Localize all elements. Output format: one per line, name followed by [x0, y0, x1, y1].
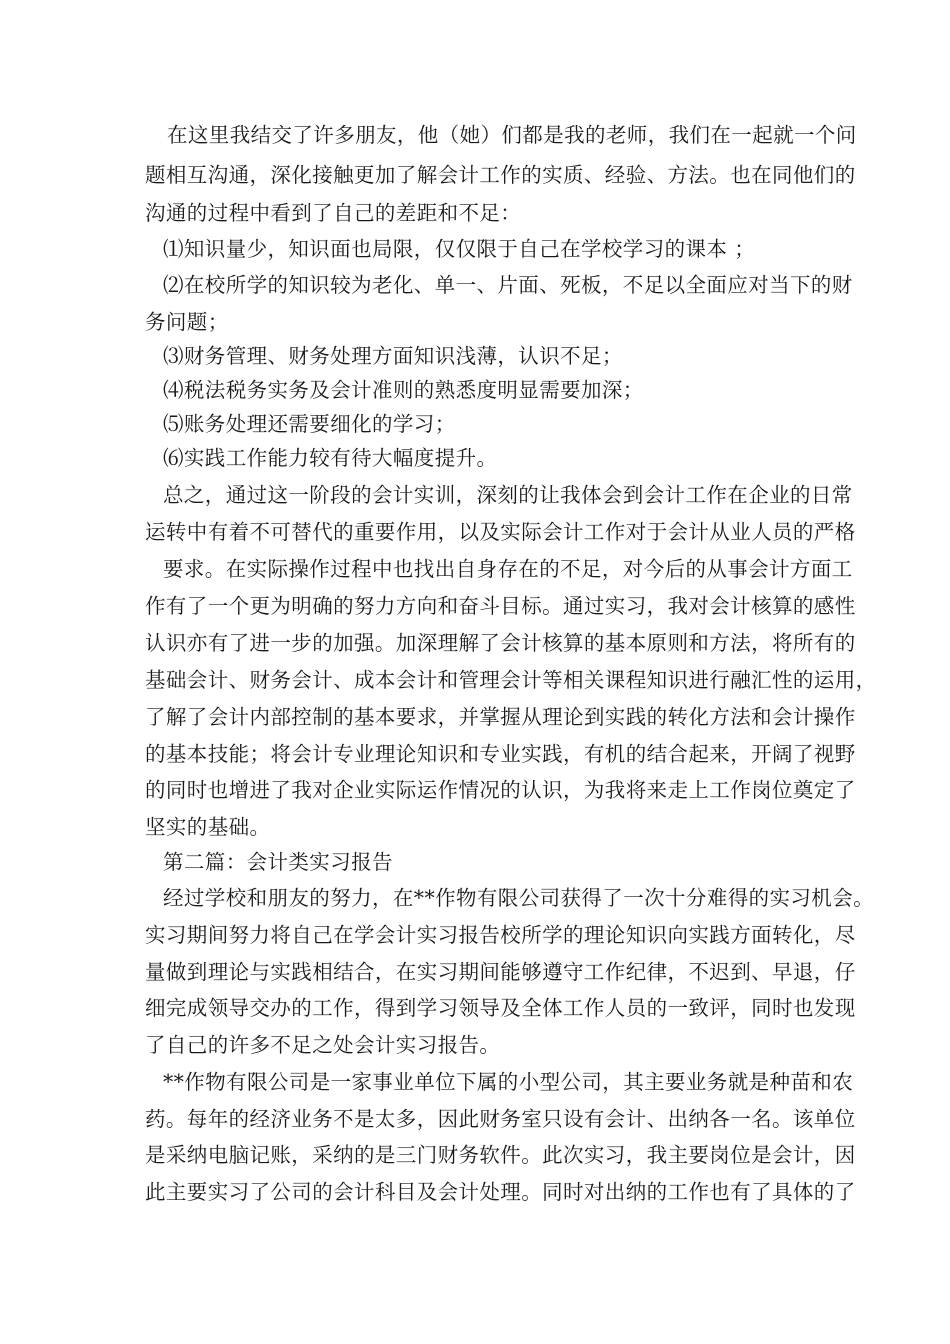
text-line: 总之，通过这一阶段的会计实训，深刻的让我体会到会计工作在企业的日常 [163, 483, 853, 507]
text-line: **作物有限公司是一家事业单位下属的小型公司，其主要业务就是种苗和农 [163, 1070, 854, 1094]
text-line: 是采纳电脑记账，采纳的是三门财务软件。此次实习，我主要岗位是会计，因 [145, 1143, 856, 1167]
text-line: 认识亦有了进一步的加强。加深理解了会计核算的基本原则和方法，将所有的 [145, 631, 856, 655]
list-item: ⑷税法税务实务及会计准则的熟悉度明显需要加深； [163, 378, 644, 402]
text-line: 了自己的许多不足之处会计实习报告。 [145, 1033, 501, 1057]
text-line: 基础会计、财务会计、成本会计和管理会计等相关课程知识进行融汇性的运用， [145, 668, 877, 692]
list-item: ⑹实践工作能力较有待大幅度提升。 [163, 446, 498, 470]
text-line: 经过学校和朋友的努力，在**作物有限公司获得了一次十分难得的实习机会。 [163, 886, 874, 910]
text-line: 在这里我结交了许多朋友，他（她）们都是我的老师，我们在一起就一个问 [167, 123, 857, 147]
text-line: 坚实的基础。 [145, 815, 271, 839]
text-line: 此主要实习了公司的会计科目及会计处理。同时对出纳的工作也有了具体的了 [145, 1180, 856, 1204]
text-line: 题相互沟通，深化接触更加了解会计工作的实质、经验、方法。也在同他们的 [145, 163, 856, 187]
section-heading: 第二篇：会计类实习报告 [163, 850, 393, 874]
text-line: 作有了一个更为明确的努力方向和奋斗目标。通过实习，我对会计核算的感性 [145, 594, 856, 618]
list-item: ⑶财务管理、财务处理方面知识浅薄，认识不足； [163, 344, 623, 368]
text-line: 实习期间努力将自己在学会计实习报告校所学的理论知识向实践方面转化，尽 [145, 923, 856, 947]
text-line: 的同时也增进了我对企业实际运作情况的认识，为我将来走上工作岗位奠定了 [145, 778, 856, 802]
text-line: 细完成领导交办的工作，得到学习领导及全体工作人员的一致评，同时也发现 [145, 996, 856, 1020]
text-line: 了解了会计内部控制的基本要求，并掌握从理论到实践的转化方法和会计操作 [145, 705, 856, 729]
text-line: 药。每年的经济业务不是太多，因此财务室只设有会计、出纳各一名。该单位 [145, 1107, 856, 1131]
text-line: 沟通的过程中看到了自己的差距和不足： [145, 201, 522, 225]
text-line: 要求。在实际操作过程中也找出自身存在的不足，对今后的从事会计方面工 [163, 557, 853, 581]
text-line: 运转中有着不可替代的重要作用，以及实际会计工作对于会计从业人员的严格 [145, 520, 856, 544]
list-item: ⑸账务处理还需要细化的学习； [163, 412, 456, 436]
text-line: 务问题； [145, 310, 229, 334]
list-item: ⑴知识量少，知识面也局限，仅仅限于自己在学校学习的课本 ； [163, 237, 756, 261]
list-item: ⑵在校所学的知识较为老化、单一、片面、死板，不足以全面应对当下的财 [163, 273, 853, 297]
text-line: 的基本技能；将会计专业理论知识和专业实践，有机的结合起来，开阔了视野 [145, 742, 856, 766]
text-line: 量做到理论与实践相结合，在实习期间能够遵守工作纪律，不迟到、早退，仔 [145, 960, 856, 984]
